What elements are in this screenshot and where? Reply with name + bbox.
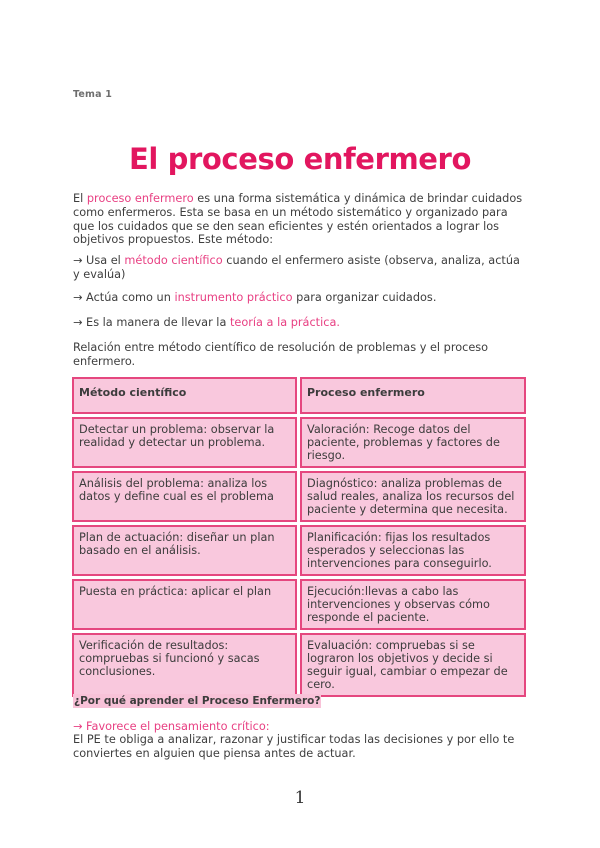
table-cell: Evaluación: compruebas si se lograron los objetivos y decide si seguir igual, cambiar o empezar de cero. [300,633,526,697]
table-header-cell: Proceso enfermero [300,377,526,414]
table-cell: Análisis del problema: analiza los datos y define cual es el problema [72,471,297,522]
table-row [72,633,526,697]
point-2 [73,291,528,305]
comparison-table [72,377,526,697]
topic-label: Tema 1 [73,89,113,100]
table-row [72,525,526,576]
table-cell: Detectar un problema: observar la realidad y detectar un problema. [72,417,297,468]
table-cell: Puesta en práctica: aplicar el plan [72,579,297,630]
point-highlight: método científico [124,254,223,267]
table-cell: Planificación: fijas los resultados esperados y seleccionas las intervenciones para conseguirlo. [300,525,526,576]
point-pre: → Actúa como un [73,291,175,304]
table-cell: Verificación de resultados: compruebas si funcionó y sacas conclusiones. [72,633,297,697]
relation-paragraph: Relación entre método científico de resolución de problemas y el proceso enfermero. [73,341,489,368]
page-title: El proceso enfermero [129,142,471,176]
point-highlight: teoría a la práctica. [229,316,340,329]
page-number: 1 [294,788,306,808]
point-post: para organizar cuidados. [292,291,437,304]
table-header-row [72,377,526,414]
table-cell: Plan de actuación: diseñar un plan basado en el análisis. [72,525,297,576]
point-1 [73,254,528,282]
point-pre: → Es la manera de llevar la [73,316,230,329]
table-row [72,471,526,522]
table-row [72,417,526,468]
section-question: ¿Por qué aprender el Proceso Enfermero? [74,695,321,707]
intro-paragraph [73,192,528,247]
table-cell: Ejecución:llevas a cabo las intervenciones y observas cómo responde el paciente. [300,579,526,630]
table-row [72,579,526,630]
point-highlight: instrumento práctico [174,291,293,304]
benefit-text: El PE te obliga a analizar, razonar y justificar todas las decisiones y por ello te conviertes en alguien que piensa antes de actuar. [73,733,515,760]
table-header-cell: Método científico [72,377,297,414]
point-pre: → Usa el [73,254,125,267]
intro-highlight: proceso enfermero [86,192,194,205]
table-cell: Diagnóstico: analiza problemas de salud reales, analiza los recursos del paciente y determina que necesita. [300,471,526,522]
intro-text-pre: El [73,192,87,205]
point-3 [73,316,528,330]
point-post: cuando el enfermero asiste (observa, analiza, actúa y evalúa) [73,254,520,281]
benefit-title: → Favorece el pensamiento crítico: [73,720,270,733]
intro-text-post: es una forma sistemática y dinámica de brindar cuidados como enfermeros. Esta se basa en un método sistemático y organizado para que los cuidados que se den sean eficientes y estén orientados a lograr los objetivos propuestos. Este método: [73,192,523,247]
table-cell: Valoración: Recoge datos del paciente, problemas y factores de riesgo. [300,417,526,468]
